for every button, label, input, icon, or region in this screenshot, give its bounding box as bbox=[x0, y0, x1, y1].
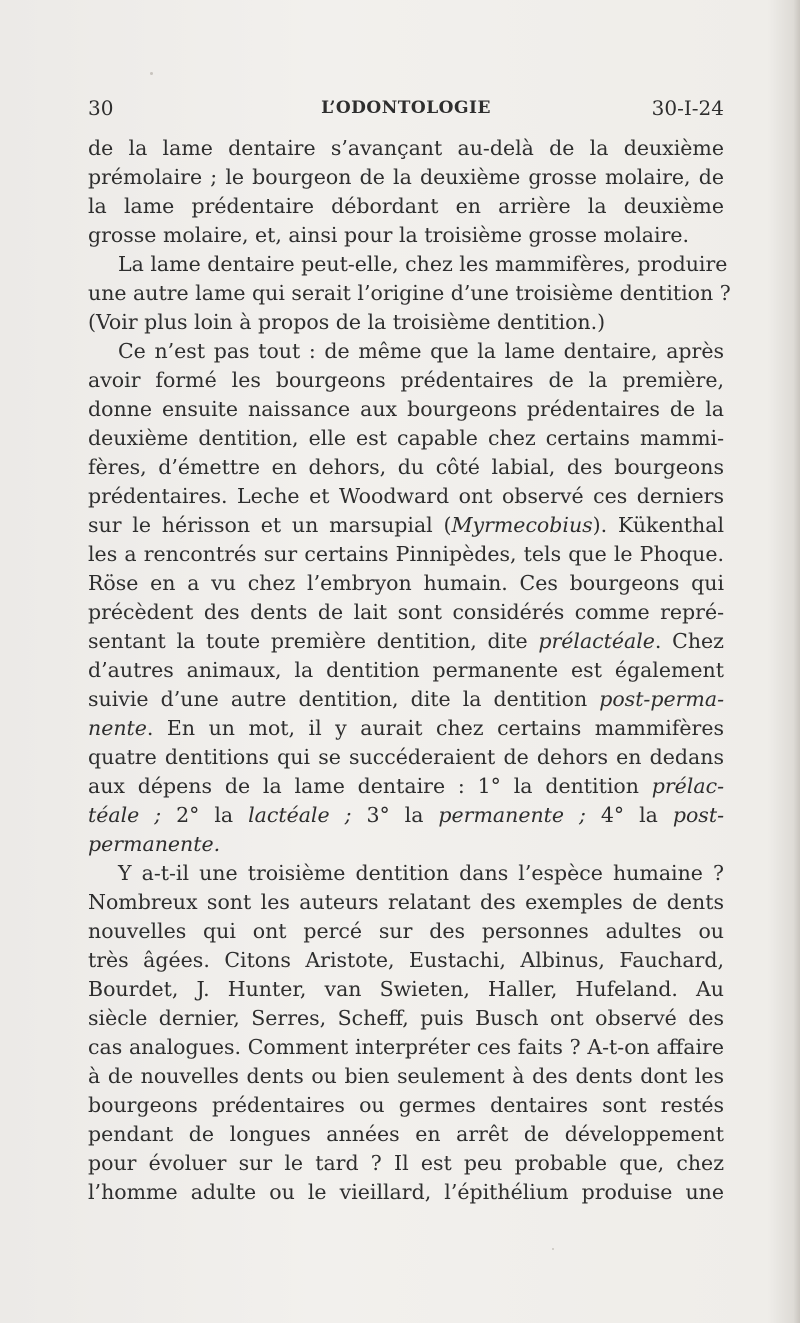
text-line bbox=[88, 917, 724, 946]
text-line bbox=[88, 395, 724, 424]
text-segment: de la lame dentaire s’avançant au-delà de la deuxième bbox=[88, 136, 724, 160]
body-text bbox=[88, 134, 731, 1207]
text-line bbox=[88, 1120, 724, 1149]
text-segment: sur le hérisson et un marsupial ( bbox=[88, 513, 452, 537]
text-segment: très âgées. Citons Aristote, Eustachi, Albinus, Fauchard, bbox=[88, 948, 724, 972]
text-segment: à de nouvelles dents ou bien seulement à des dents dont les bbox=[88, 1064, 724, 1088]
text-segment: prémolaire ; le bourgeon de la deuxième grosse molaire, de bbox=[88, 165, 724, 189]
text-line bbox=[88, 1149, 724, 1178]
text-line bbox=[88, 656, 724, 685]
italic-term: post-perma- bbox=[599, 687, 724, 711]
text-line bbox=[88, 685, 724, 714]
text-segment: La lame dentaire peut-elle, chez les mammifères, produire bbox=[118, 252, 728, 276]
text-segment: une autre lame qui serait l’origine d’une troisième dentition ? bbox=[88, 281, 731, 305]
text-line bbox=[88, 453, 724, 482]
text-segment: aux dépens de la lame dentaire : 1° la dentition bbox=[88, 774, 652, 798]
text-segment: nouvelles qui ont percé sur des personnes adultes ou bbox=[88, 919, 724, 943]
text-line bbox=[88, 163, 724, 192]
text-segment: . Chez bbox=[654, 629, 724, 653]
running-title: L’ODONTOLOGIE bbox=[321, 98, 491, 118]
text-line bbox=[88, 511, 724, 540]
text-segment: cas analogues. Comment interpréter ces faits ? A-t-on affaire bbox=[88, 1035, 724, 1059]
text-segment: pendant de longues années en arrêt de développement bbox=[88, 1122, 724, 1146]
text-line bbox=[88, 946, 724, 975]
italic-term: permanente ; bbox=[438, 803, 586, 827]
text-line bbox=[88, 279, 731, 308]
text-segment: siècle dernier, Serres, Scheff, puis Busch ont observé des bbox=[88, 1006, 724, 1030]
text-line bbox=[88, 627, 724, 656]
text-segment: l’homme adulte ou le vieillard, l’épithélium produise une bbox=[88, 1180, 724, 1204]
italic-term: téale ; bbox=[88, 803, 162, 827]
text-segment: d’autres animaux, la dentition permanente est également bbox=[88, 658, 724, 682]
text-line bbox=[88, 482, 724, 511]
running-header bbox=[88, 96, 724, 124]
text-line bbox=[88, 569, 724, 598]
text-line bbox=[88, 221, 724, 250]
page-edge-shadow bbox=[794, 0, 800, 1323]
text-line bbox=[88, 134, 724, 163]
text-line bbox=[88, 424, 724, 453]
paper-speck bbox=[552, 1248, 554, 1250]
text-segment: les a rencontrés sur certains Pinnipèdes, tels que le Phoque. bbox=[88, 542, 724, 566]
text-line bbox=[88, 1033, 724, 1062]
text-segment: précèdent des dents de lait sont considérés comme repré- bbox=[88, 600, 724, 624]
text-segment: fères, d’émettre en dehors, du côté labial, des bourgeons bbox=[88, 455, 724, 479]
text-line bbox=[88, 772, 724, 801]
italic-term: prélactéale bbox=[538, 629, 655, 653]
text-line bbox=[88, 859, 724, 888]
text-line bbox=[88, 192, 724, 221]
text-line bbox=[88, 250, 728, 279]
text-segment: quatre dentitions qui se succéderaient de dehors en dedans bbox=[88, 745, 724, 769]
text-line bbox=[88, 337, 724, 366]
text-segment: (Voir plus loin à propos de la troisième dentition.) bbox=[88, 310, 606, 334]
text-segment: Nombreux sont les auteurs relatant des exemples de dents bbox=[88, 890, 724, 914]
text-line bbox=[88, 308, 724, 337]
italic-term: post- bbox=[672, 803, 724, 827]
page-number: 30 bbox=[88, 96, 114, 120]
text-line bbox=[88, 830, 724, 859]
text-line bbox=[88, 366, 724, 395]
text-segment: 2° la bbox=[161, 803, 249, 827]
text-line bbox=[88, 975, 724, 1004]
italic-term: nente bbox=[88, 716, 147, 740]
text-line bbox=[88, 1062, 724, 1091]
issue-date: 30-I-24 bbox=[651, 96, 724, 120]
text-line bbox=[88, 714, 724, 743]
text-segment: Y a-t-il une troisième dentition dans l’espèce humaine ? bbox=[118, 861, 724, 885]
text-line bbox=[88, 888, 724, 917]
text-segment: donne ensuite naissance aux bourgeons prédentaires de la bbox=[88, 397, 724, 421]
text-segment: deuxième dentition, elle est capable chez certains mammi- bbox=[88, 426, 724, 450]
italic-term: Myrmecobius bbox=[451, 513, 593, 537]
text-segment: 4° la bbox=[585, 803, 673, 827]
text-line bbox=[88, 801, 724, 830]
text-line bbox=[88, 1178, 724, 1207]
text-segment: avoir formé les bourgeons prédentaires de la première, bbox=[88, 368, 724, 392]
text-line bbox=[88, 540, 724, 569]
text-line bbox=[88, 1091, 724, 1120]
text-segment: pour évoluer sur le tard ? Il est peu probable que, chez bbox=[88, 1151, 724, 1175]
text-segment: ). Kükenthal bbox=[592, 513, 724, 537]
text-segment: sentant la toute première dentition, dite bbox=[88, 629, 539, 653]
paper-speck bbox=[150, 72, 153, 75]
text-segment: prédentaires. Leche et Woodward ont observé ces derniers bbox=[88, 484, 724, 508]
text-segment: Röse en a vu chez l’embryon humain. Ces bourgeons qui bbox=[88, 571, 724, 595]
text-line bbox=[88, 743, 724, 772]
italic-term: prélac- bbox=[651, 774, 724, 798]
text-line bbox=[88, 598, 724, 627]
text-segment: suivie d’une autre dentition, dite la dentition bbox=[88, 687, 600, 711]
text-segment: Bourdet, J. Hunter, van Swieten, Haller, Hufeland. Au bbox=[88, 977, 724, 1001]
text-segment: la lame prédentaire débordant en arrière la deuxième bbox=[88, 194, 724, 218]
italic-term: permanente. bbox=[88, 832, 221, 856]
text-segment: Ce n’est pas tout : de même que la lame dentaire, après bbox=[118, 339, 724, 363]
text-segment: 3° la bbox=[351, 803, 439, 827]
italic-term: lactéale ; bbox=[248, 803, 352, 827]
text-segment: grosse molaire, et, ainsi pour la troisième grosse molaire. bbox=[88, 223, 690, 247]
text-segment: . En un mot, il y aurait chez certains mammifères bbox=[146, 716, 724, 740]
text-segment: bourgeons prédentaires ou germes dentaires sont restés bbox=[88, 1093, 724, 1117]
text-line bbox=[88, 1004, 724, 1033]
